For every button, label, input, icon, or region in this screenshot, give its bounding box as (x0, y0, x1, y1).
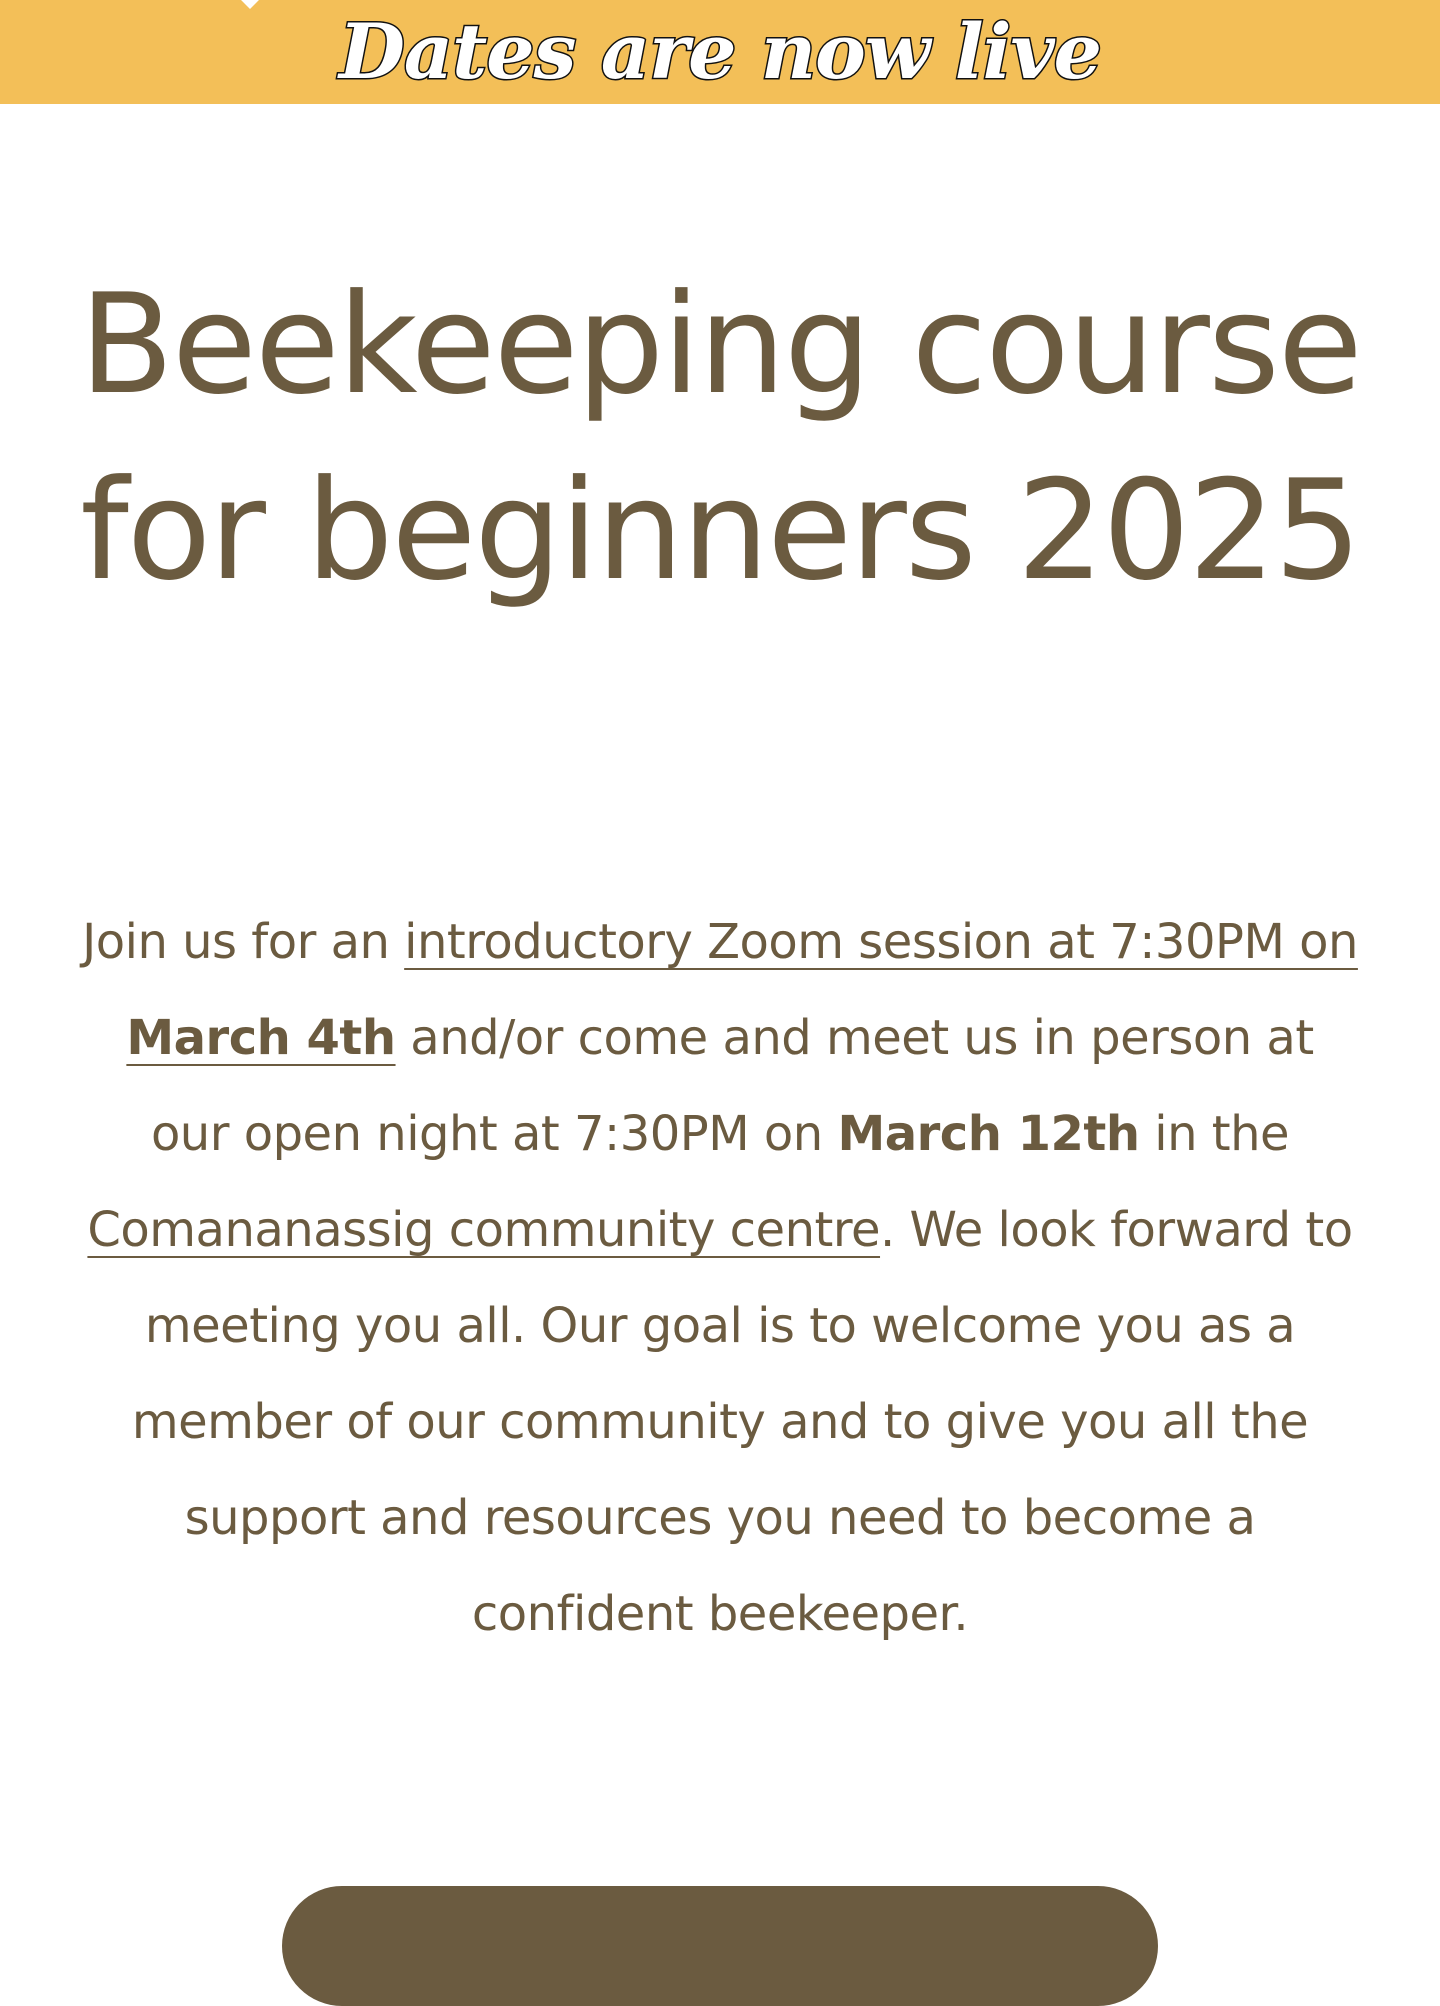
page-title: Beekeeping course for beginners 2025 (79, 264, 1361, 611)
zoom-session-date: March 4th (126, 1010, 396, 1066)
banner-title: Dates are now live (338, 7, 1102, 96)
intro-text-3: in the (1139, 1106, 1290, 1162)
intro-text-2: and/or come and meet us in person at our open night at 7:30PM on (150, 1010, 1314, 1162)
cta-button[interactable] (282, 1886, 1158, 2006)
community-centre-link[interactable]: Comananassig community centre (87, 1202, 881, 1258)
intro-text-4: . We look forward to meeting you all. Our goal is to welcome you as a member of our community and to give you all the support and resources you need to become a confident beekeeper. (131, 1202, 1353, 1642)
intro-paragraph (80, 894, 1360, 1662)
open-night-date: March 12th (837, 1106, 1140, 1162)
announcement-banner (0, 0, 1440, 104)
intro-text-1: Join us for an (82, 914, 405, 970)
main-content (0, 104, 1440, 1800)
zoom-session-link-text: introductory Zoom session at 7:30PM on (404, 914, 1358, 970)
